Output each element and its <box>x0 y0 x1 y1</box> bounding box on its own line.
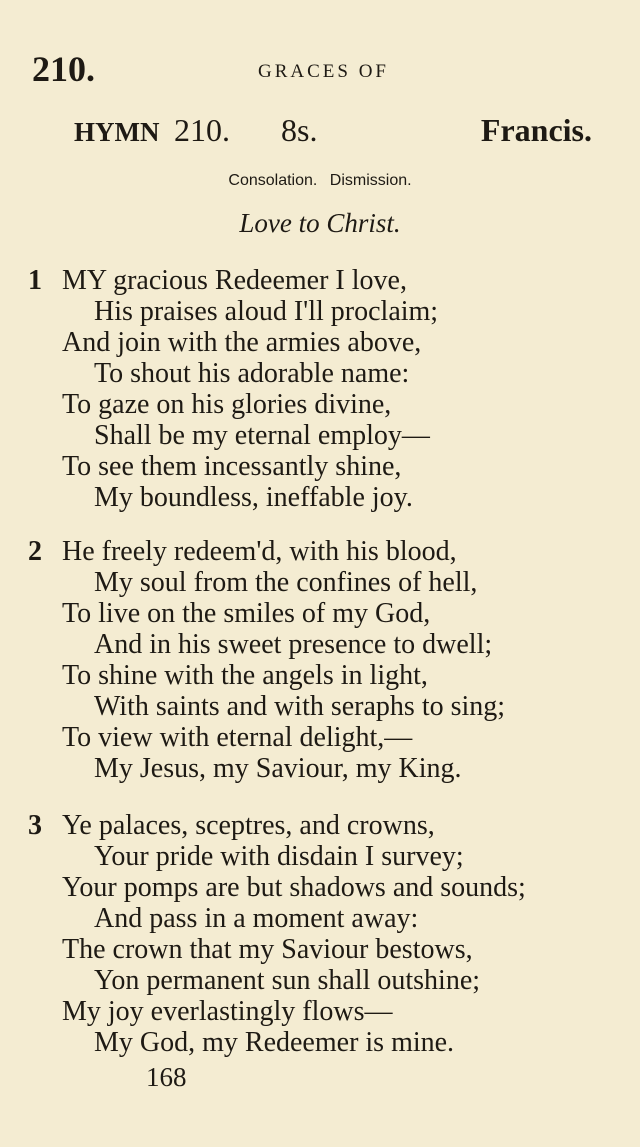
hymn-label: HYMN <box>74 117 160 147</box>
running-head <box>32 48 608 92</box>
verse-line: To view with eternal delight,— <box>62 722 413 753</box>
verse-line: Your pomps are but shadows and sounds; <box>62 872 526 903</box>
verse-line: To shout his adorable name: <box>94 358 410 389</box>
verse-line: My boundless, ineffable joy. <box>94 482 413 513</box>
hymn-meter: 8s. <box>281 112 318 148</box>
subject-heading: Dismission. <box>329 172 412 189</box>
verse-line: MY gracious Redeemer I love, <box>62 265 407 296</box>
verse-line: Yon permanent sun shall outshine; <box>94 965 481 996</box>
verse-number: 3 <box>28 810 42 841</box>
verse-number: 1 <box>28 265 42 296</box>
verse-line: He freely redeem'd, with his blood, <box>62 536 457 567</box>
verse-line: Shall be my eternal employ— <box>94 420 430 451</box>
verse-line: To gaze on his glories divine, <box>62 389 392 420</box>
verse-line: To live on the smiles of my God, <box>62 598 431 629</box>
subject-headings <box>0 172 640 190</box>
verse-line: My soul from the confines of hell, <box>94 567 478 598</box>
verse-line: With saints and with seraphs to sing; <box>94 691 506 722</box>
verse-line: To shine with the angels in light, <box>62 660 428 691</box>
verse-line: The crown that my Saviour bestows, <box>62 934 473 965</box>
hymn-number: 210. <box>174 112 230 148</box>
tune-name: Francis. <box>480 112 592 148</box>
page-number: 210. <box>32 49 95 89</box>
verse-line: And in his sweet presence to dwell; <box>94 629 493 660</box>
subject-heading: Consolation. <box>228 172 318 189</box>
signature-folio: 168 <box>146 1062 187 1092</box>
verse-line: And pass in a moment away: <box>94 903 419 934</box>
verse-number: 2 <box>28 536 42 567</box>
running-title: GRACES OF <box>258 61 389 82</box>
hymn-title: Love to Christ. <box>239 208 401 238</box>
verse-line: And join with the armies above, <box>62 327 422 358</box>
verse-line: To see them incessantly shine, <box>62 451 402 482</box>
hymn-heading <box>74 112 592 152</box>
verse-line: Your pride with disdain I survey; <box>94 841 464 872</box>
verse-line: My Jesus, my Saviour, my King. <box>94 753 462 784</box>
verse-line: His praises aloud I'll proclaim; <box>94 296 439 327</box>
verse-line: Ye palaces, sceptres, and crowns, <box>62 810 435 841</box>
verse-line: My God, my Redeemer is mine. <box>94 1027 455 1058</box>
verse-line: My joy everlastingly flows— <box>62 996 393 1027</box>
